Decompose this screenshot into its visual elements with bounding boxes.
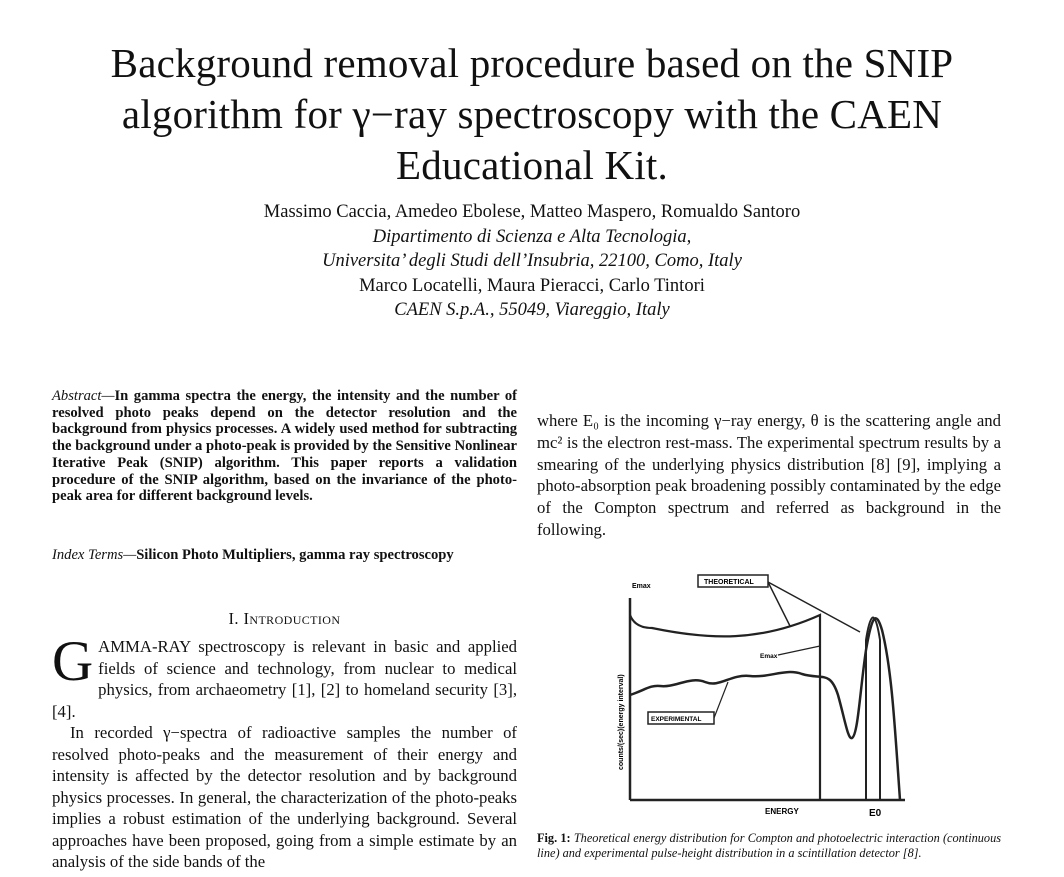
right-paragraph: where E₀ is the incoming γ−ray energy, θ is the scattering angle and mc² is the electron rest-mass. The experimental spectrum results by a smearing of the underlying physics distribution [8] [9], implying a photo-absorption peak broadening possibly contaminated by the edge of the Compton spectrum and referred as background in the following.: [537, 411, 1001, 539]
experimental-label: EXPERIMENTAL: [651, 716, 702, 723]
experimental-pointer: [714, 682, 728, 718]
y-axis-label: counts/(sec)(energy interval): [618, 674, 625, 770]
x-axis-label: ENERGY: [765, 807, 799, 816]
affiliation: Dipartimento di Scienza e Alta Tecnologia,: [372, 226, 692, 247]
title-line: Background removal procedure based on the SNIP: [110, 40, 954, 86]
introduction-text: [52, 630, 517, 873]
abstract: [52, 388, 517, 505]
paper-title: [40, 38, 1024, 191]
figure-1: [590, 570, 920, 820]
affiliation: Universita’ degli Studi dell’Insubria, 22100, Como, Italy: [322, 251, 742, 271]
section-title: Introduction: [243, 609, 341, 628]
experimental-curve: [630, 618, 900, 800]
author-block: [40, 200, 1024, 323]
affiliation: CAEN S.p.A., 55049, Viareggio, Italy: [394, 300, 670, 320]
theoretical-curve: [630, 615, 820, 800]
intro-paragraph-1: [52, 630, 517, 722]
emax-top-label: Emax: [632, 583, 651, 590]
emax-mid-label: Emax: [760, 653, 778, 660]
abstract-text: In gamma spectra the energy, the intensity and the number of resolved photo peaks depend on the detector resolution and the background from physics processes. A widely used method for subtracting the background under a photo-peak is provided by the Sensitive Nonlinear Iterative Peak (SNIP) algorithm. This paper reports a validation procedure of the SNIP algorithm, based on the invariance of the photo-peak area for different background levels.: [52, 388, 517, 505]
theoretical-pointer: [768, 582, 860, 632]
index-terms-label: Index Terms—: [52, 547, 137, 563]
e0-label: E0: [869, 808, 882, 819]
figure-caption: [537, 831, 1001, 862]
drop-cap: G: [52, 630, 94, 693]
caption-label: Fig. 1:: [537, 831, 571, 845]
intro-paragraph-2: In recorded γ−spectra of radioactive samples the number of resolved photo-peaks and the measurement of their energy and intensity is affected by the detector resolution and by background physics processes. In general, the characterization of the photo-peaks implies a robust estimation of the underlying background. Several approaches have been proposed, going from a simple estimate by an analysis of the side bands of the: [52, 723, 517, 871]
intro-paragraph-1-text: AMMA-RAY spectroscopy is relevant in basic and applied fields of science and technology, from nuclear to medical physics, from archaeometry [1], [2] to homeland security [3], [4].: [52, 637, 517, 721]
title-line: algorithm for γ−ray spectroscopy with the CAEN: [121, 91, 943, 137]
index-terms: [52, 547, 517, 564]
abstract-label: Abstract—: [52, 388, 115, 404]
author-names: Marco Locatelli, Maura Pieracci, Carlo Tintori: [359, 275, 705, 296]
caption-text: Theoretical energy distribution for Compton and photoelectric interaction (continuous line) and experimental pulse-height distribution in a scintillation detector [8].: [537, 831, 1002, 861]
index-terms-text: Silicon Photo Multipliers, gamma ray spectroscopy: [136, 547, 454, 563]
theoretical-label: THEORETICAL: [704, 579, 754, 586]
section-heading: [52, 609, 517, 629]
title-line: Educational Kit.: [396, 142, 668, 188]
section-number: I.: [228, 609, 239, 628]
right-column-text: [537, 410, 1001, 541]
author-names: Massimo Caccia, Amedeo Ebolese, Matteo Maspero, Romualdo Santoro: [263, 202, 801, 222]
emax-pointer: [778, 646, 820, 655]
